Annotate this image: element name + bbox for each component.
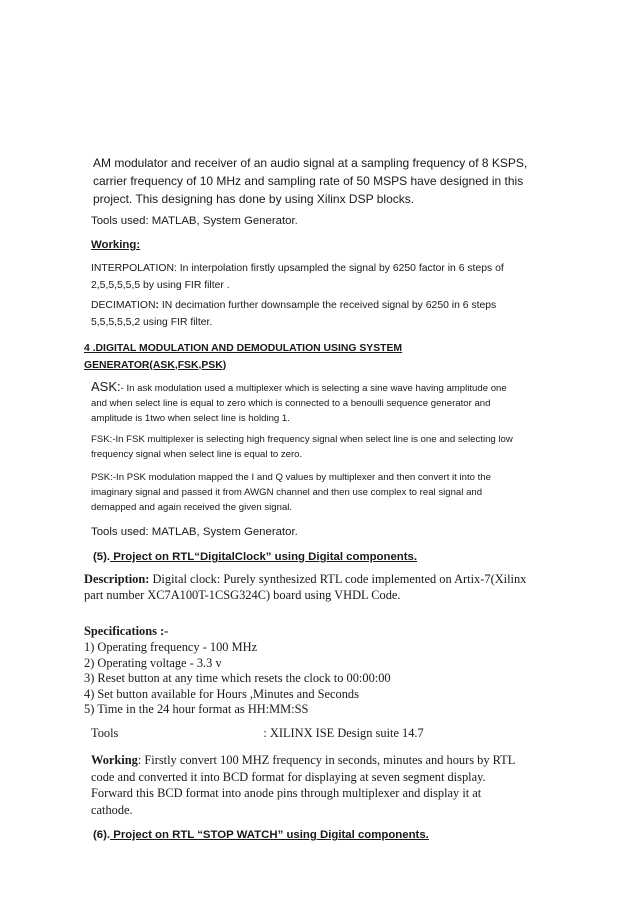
project6-title: Project on RTL “STOP WATCH” using Digital components. bbox=[110, 829, 429, 841]
working-line: code and converted it into BCD format for displaying at seven segment display. bbox=[91, 769, 486, 784]
spec-item: 5) Time in the 24 hour format as HH:MM:SS bbox=[84, 702, 309, 716]
project5-tools bbox=[91, 726, 424, 742]
decimation-line: 5,5,5,5,5,2 using FIR filter. bbox=[91, 316, 213, 328]
working-first-line: : Firstly convert 100 MHZ frequency in seconds, minutes and hours by RTL bbox=[137, 753, 516, 767]
specifications-list bbox=[84, 640, 391, 718]
description-label: Description: bbox=[84, 572, 150, 586]
psk-line: PSK:-In PSK modulation mapped the I and Q values by multiplexer and then convert it into the bbox=[91, 472, 491, 483]
working-line: Forward this BCD format into anode pins through multiplexer and display it at bbox=[91, 786, 482, 800]
spec-item: 1) Operating frequency - 100 MHz bbox=[84, 640, 258, 654]
ask-line: and when select line is equal to zero which is connected to a benoulli sequence generator and bbox=[91, 398, 491, 409]
decimation-colon: : bbox=[155, 300, 159, 311]
spec-item: 3) Reset button at any time which resets the clock to 00:00:00 bbox=[84, 671, 391, 685]
intro-line: AM modulator and receiver of an audio signal at a sampling frequency of 8 KSPS, bbox=[93, 156, 528, 170]
decimation-paragraph bbox=[91, 298, 496, 331]
ask-first-line: - In ask modulation used a multiplexer which is selecting a sine wave having amplitude one bbox=[120, 383, 507, 394]
decimation-text: IN decimation further downsample the received signal by 6250 in 6 steps bbox=[158, 300, 497, 311]
section4-heading-line: 4 .DIGITAL MODULATION AND DEMODULATION USING SYSTEM bbox=[84, 343, 403, 354]
description-line: part number XC7A100T-1CSG324C) board using VHDL Code. bbox=[84, 587, 401, 602]
section4-heading-line: GENERATOR(ASK,FSK,PSK) bbox=[84, 359, 227, 371]
intro-line: carrier frequency of 10 MHz and sampling rate of 50 MSPS have designed in this bbox=[93, 174, 524, 188]
ask-line: amplitude is 1two when select line is holding 1. bbox=[91, 413, 290, 424]
psk-line: imaginary signal and passed it from AWGN channel and then use complex to real signal and bbox=[91, 487, 483, 498]
intro-paragraph bbox=[93, 154, 527, 208]
interpolation-line: 2,5,5,5,5,5 by using FIR filter . bbox=[91, 279, 230, 291]
interpolation-line: INTERPOLATION: In interpolation firstly upsampled the signal by 6250 factor in 6 steps of bbox=[91, 263, 504, 274]
project5-working bbox=[91, 752, 515, 818]
tools-label: Tools bbox=[91, 726, 119, 740]
spec-item: 4) Set button available for Hours ,Minutes and Seconds bbox=[84, 686, 359, 701]
interpolation-paragraph bbox=[91, 261, 504, 294]
project5-prefix: (5). bbox=[93, 551, 111, 563]
specifications-heading: Specifications :- bbox=[84, 624, 169, 638]
tools-value: : XILINX ISE Design suite 14.7 bbox=[263, 726, 424, 740]
ask-paragraph bbox=[91, 379, 507, 426]
spec-item: 2) Operating voltage - 3.3 v bbox=[84, 655, 222, 670]
section4-tools: Tools used: MATLAB, System Generator. bbox=[91, 526, 298, 538]
fsk-line: FSK:-In FSK multiplexer is selecting high frequency signal when select line is one and selecting low bbox=[91, 434, 513, 445]
psk-line: demapped and again received the given signal. bbox=[91, 502, 293, 513]
project5-title: Project on RTL“DigitalClock” using Digital components. bbox=[110, 551, 418, 563]
decimation-label: DECIMATION bbox=[91, 300, 156, 311]
description-text: Digital clock: Purely synthesized RTL code implemented on Artix-7(Xilinx bbox=[149, 572, 527, 586]
fsk-paragraph bbox=[91, 432, 513, 462]
section4-heading bbox=[84, 341, 402, 374]
fsk-line: frequency signal when select line is equal to zero. bbox=[91, 449, 303, 460]
working-label: Working bbox=[91, 753, 138, 767]
project5-heading bbox=[93, 548, 417, 566]
project5-description bbox=[84, 572, 526, 603]
working-heading: Working: bbox=[91, 239, 141, 251]
project6-heading bbox=[93, 826, 429, 844]
intro-line: project. This designing has done by using Xilinx DSP blocks. bbox=[93, 192, 415, 206]
working-line: cathode. bbox=[91, 802, 133, 817]
psk-paragraph bbox=[91, 470, 491, 515]
ask-label: ASK: bbox=[91, 379, 121, 394]
intro-tools: Tools used: MATLAB, System Generator. bbox=[91, 215, 298, 227]
project6-prefix: (6). bbox=[93, 829, 111, 841]
